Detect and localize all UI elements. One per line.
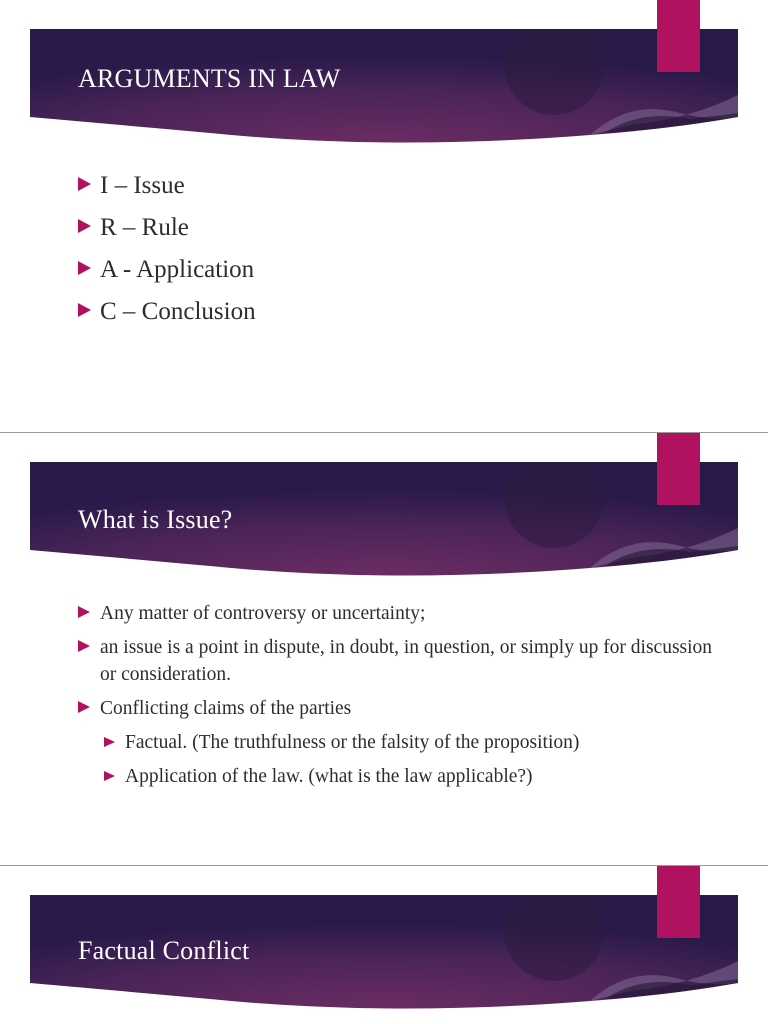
sub-list-item (104, 763, 718, 790)
bullet-list (78, 600, 718, 797)
sub-list-item (104, 729, 718, 756)
triangle-bullet-icon (78, 177, 91, 191)
bullet-text: A - Application (100, 256, 255, 283)
slide-2 (0, 433, 768, 865)
bullet-text: Conflicting claims of the parties (100, 698, 352, 719)
list-item (78, 695, 718, 722)
triangle-bullet-icon (78, 303, 91, 317)
bullet-text: I – Issue (100, 172, 185, 199)
list-item (78, 600, 718, 627)
triangle-bullet-icon (78, 640, 90, 652)
accent-tab (657, 0, 700, 72)
bullet-text: Application of the law. (what is the law applicable?) (125, 766, 533, 787)
triangle-bullet-icon (78, 606, 90, 618)
accent-tab (657, 866, 700, 938)
triangle-bullet-icon (78, 261, 91, 275)
slide-3 (0, 866, 768, 1024)
slide-title: What is Issue? (78, 505, 233, 534)
list-item (78, 213, 256, 255)
list-item (78, 255, 256, 297)
triangle-bullet-icon (78, 701, 90, 713)
bullet-list (78, 171, 256, 339)
triangle-bullet-icon (104, 771, 115, 781)
bullet-text: Factual. (The truthfulness or the falsity of the proposition) (125, 732, 580, 753)
list-item (78, 634, 718, 688)
slide-title: ARGUMENTS IN LAW (78, 64, 341, 93)
list-item (78, 171, 256, 213)
bullet-text: Any matter of controversy or uncertainty; (100, 603, 426, 624)
bullet-text: R – Rule (100, 214, 189, 241)
slide-title: Factual Conflict (78, 936, 250, 965)
triangle-bullet-icon (78, 219, 91, 233)
list-item (78, 297, 256, 339)
slide-1 (0, 0, 768, 432)
accent-tab (657, 433, 700, 505)
triangle-bullet-icon (104, 737, 115, 747)
bullet-text: an issue is a point in dispute, in doubt, in question, or simply up for discussion or consideration. (100, 637, 713, 685)
bullet-text: C – Conclusion (100, 298, 256, 325)
